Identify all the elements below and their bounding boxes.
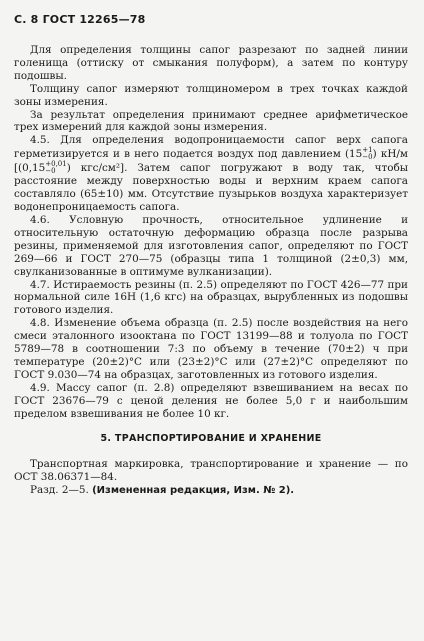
- paragraph-transport: Транспортная маркировка, транспортирование и хранение — по ОСТ 38.06371—84.: [14, 458, 408, 484]
- paragraph-4-9-mass: 4.9. Массу сапог (п. 2.8) определяют взвешиванием на весах по ГОСТ 23676—79 с ценой деления не более 5,0 г и наибольшим пределом взвешивания не более 10 кг.: [14, 381, 408, 420]
- paragraph-4-7-abrasion: 4.7. Истираемость резины (п. 2.5) определяют по ГОСТ 426—77 при нормальной силе 16Н (1,6 кгс) на образцах, вырубленных из подошвы готового изделия.: [14, 278, 408, 317]
- paragraph-4-6-strength: 4.6. Условную прочность, относительное удлинение и относительную остаточную деформацию образца после разрыва резины, применяемой для изготовления сапог, определяют по ГОСТ 269—66 и ГОСТ 270—75 (образцы типа 1 толщиной (2±0,3) мм, свулканизованные в оптимуме вулканизации).: [14, 213, 408, 278]
- page-header: С. 8 ГОСТ 12265—78: [14, 13, 146, 26]
- paragraph-thickness-measure: Толщину сапог измеряют толщиномером в трех точках каждой зоны измерения.: [14, 82, 408, 108]
- paragraph-amendment: [14, 484, 408, 498]
- tolerance-lower-2: −0: [45, 167, 56, 176]
- p4-text-a: 4.5. Для определения водопроницаемости сапог верх сапога герметизируется и в него подается воздух под давлением (15: [14, 134, 408, 161]
- amendment-sections: Разд. 2—5.: [30, 484, 93, 497]
- pressure-tolerance-kgf: [45, 161, 66, 175]
- paragraph-thickness-cut: Для определения толщины сапог разрезают по задней линии голенища (оттиску от смыкания полуформ), а затем по контуру подошвы.: [14, 44, 408, 82]
- amendment-note: (Измененная редакция, Изм. № 2).: [92, 485, 295, 497]
- section-5-title: 5. ТРАНСПОРТИРОВАНИЕ И ХРАНЕНИЕ: [100, 433, 322, 445]
- pressure-tolerance-kn: [362, 147, 372, 161]
- tolerance-lower: −0: [362, 153, 373, 162]
- p4-text-b: ) кН/м [(0,15: [14, 148, 408, 175]
- p4-text-c: ) кгс/см²]. Затем сапог погружают в воду так, чтобы расстояние между поверхностью воды и верхним краем сапога составляло (65±10) мм. Отсутствие пузырьков воздуха характеризует водонепроницаемость сапога.: [14, 162, 408, 214]
- tolerance-upper: +1: [362, 146, 373, 155]
- tolerance-upper-2: +0,01: [45, 160, 67, 169]
- document-body: [14, 44, 408, 498]
- paragraph-thickness-result: За результат определения принимают среднее арифметическое трех измерений для каждой зоны измерения.: [14, 108, 408, 134]
- paragraph-4-5-waterproof: [14, 134, 408, 214]
- paragraph-4-8-volume: 4.8. Изменение объема образца (п. 2.5) после воздействия на него смеси эталонного изооктана по ГОСТ 13199—88 и толуола по ГОСТ 5789—78 в соотношении 7:3 по объему в течение (70±2) ч при температуре (20±2)°С или (23±2)°С или (27±2)°С определяют по ГОСТ 9.030—74 на образцах, заготовленных из готового изделия.: [14, 317, 408, 381]
